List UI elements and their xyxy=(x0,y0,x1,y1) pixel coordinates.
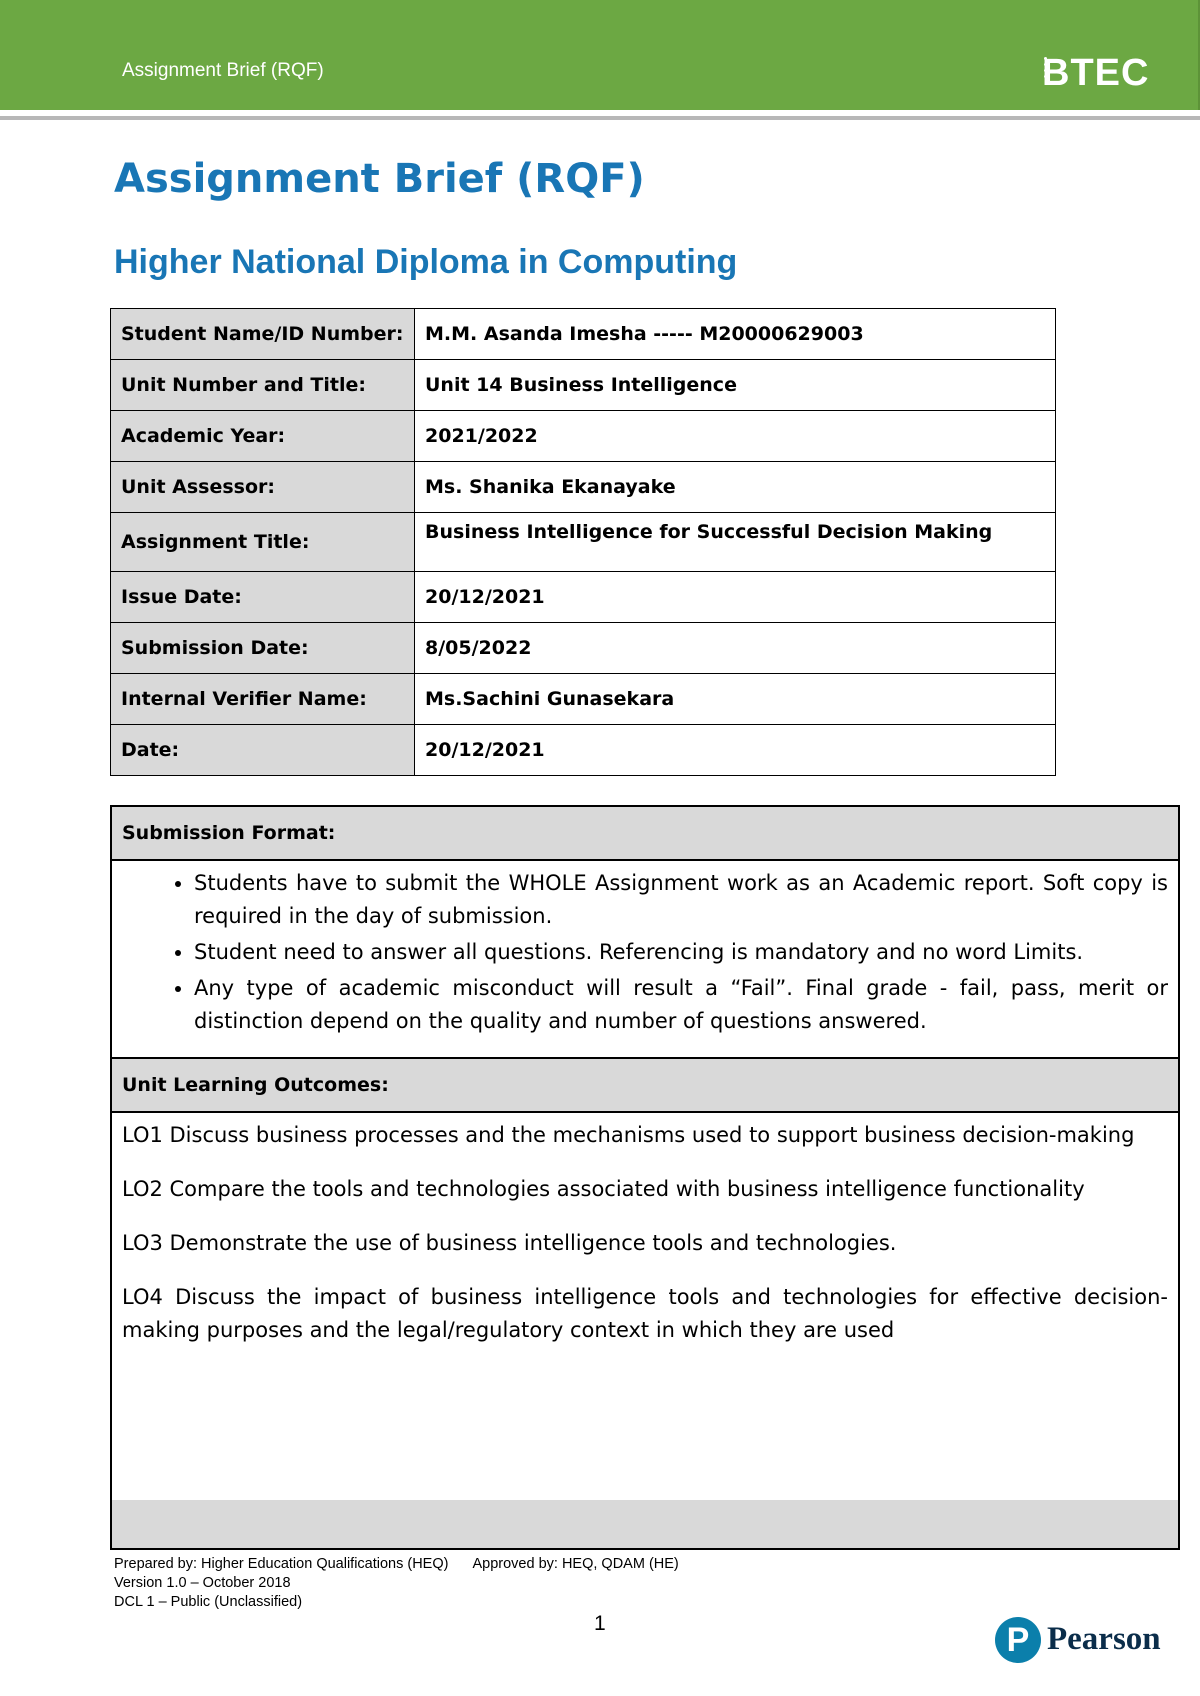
learning-outcomes-heading: Unit Learning Outcomes: xyxy=(112,1057,1178,1113)
row-label: Submission Date: xyxy=(111,623,415,674)
row-label: Student Name/ID Number: xyxy=(111,309,415,360)
prepared-by: Prepared by: Higher Education Qualifications (HEQ) xyxy=(114,1556,449,1572)
row-value: 20/12/2021 xyxy=(415,572,1056,623)
header-title: Assignment Brief (RQF) xyxy=(122,60,324,81)
list-item: LO1 Discuss business processes and the mechanisms used to support business decision-making xyxy=(122,1123,1135,1147)
list-item: LO3 Demonstrate the use of business intelligence tools and technologies. xyxy=(122,1231,897,1255)
table-row xyxy=(111,462,1056,513)
row-value: 2021/2022 xyxy=(415,411,1056,462)
table-row xyxy=(111,360,1056,411)
row-label: Internal Verifier Name: xyxy=(111,674,415,725)
row-value: 8/05/2022 xyxy=(415,623,1056,674)
table-row xyxy=(111,674,1056,725)
page-title: Assignment Brief (RQF) xyxy=(114,156,645,202)
page-subtitle: Higher National Diploma in Computing xyxy=(114,243,738,281)
btec-logo: BTEC xyxy=(1042,52,1150,94)
table-row xyxy=(111,513,1056,572)
row-value: Business Intelligence for Successful Decision Making xyxy=(415,513,1056,572)
version: Version 1.0 – October 2018 xyxy=(114,1575,291,1591)
assignment-details-table xyxy=(110,308,1056,776)
table-row xyxy=(111,725,1056,776)
row-value: Ms. Shanika Ekanayake xyxy=(415,462,1056,513)
row-value: Unit 14 Business Intelligence xyxy=(415,360,1056,411)
page-number: 1 xyxy=(594,1612,606,1635)
header-divider xyxy=(0,116,1200,120)
row-value: Ms.Sachini Gunasekara xyxy=(415,674,1056,725)
list-item: LO2 Compare the tools and technologies associated with business intelligence functionality xyxy=(122,1177,1085,1201)
header-band xyxy=(0,0,1200,110)
list-item: LO4 Discuss the impact of business intelligence tools and technologies for effective decision-making purposes and the legal/regulatory context in which they are used xyxy=(122,1285,1168,1342)
pearson-wordmark: Pearson xyxy=(1047,1621,1161,1657)
row-label: Date: xyxy=(111,725,415,776)
row-value: 20/12/2021 xyxy=(415,725,1056,776)
list-item: • Any type of academic misconduct will result a “Fail”. Final grade - fail, pass, merit or distinction depend on the quality and number of questions answered. xyxy=(194,972,1168,1038)
brief-details-box xyxy=(110,805,1180,1550)
row-label: Unit Number and Title: xyxy=(111,360,415,411)
table-row xyxy=(111,411,1056,462)
list-item: • Students have to submit the WHOLE Assignment work as an Academic report. Soft copy is required in the day of submission. xyxy=(194,867,1168,933)
row-label: Unit Assessor: xyxy=(111,462,415,513)
submission-format-heading: Submission Format: xyxy=(112,807,1178,861)
pearson-p-icon: P xyxy=(995,1617,1041,1663)
learning-outcomes-list xyxy=(112,1113,1178,1509)
box-footer-band xyxy=(112,1500,1178,1548)
table-row xyxy=(111,309,1056,360)
document-footer xyxy=(114,1555,679,1612)
submission-format-list xyxy=(112,861,1178,1057)
row-value: M.M. Asanda Imesha ----- M20000629003 xyxy=(415,309,1056,360)
row-label: Academic Year: xyxy=(111,411,415,462)
list-item: • Student need to answer all questions. Referencing is mandatory and no word Limits. xyxy=(194,936,1168,969)
classification: DCL 1 – Public (Unclassified) xyxy=(114,1594,303,1610)
approved-by: Approved by: HEQ, QDAM (HE) xyxy=(472,1556,679,1572)
row-label: Issue Date: xyxy=(111,572,415,623)
row-label: Assignment Title: xyxy=(111,513,415,572)
table-row xyxy=(111,572,1056,623)
table-row xyxy=(111,623,1056,674)
